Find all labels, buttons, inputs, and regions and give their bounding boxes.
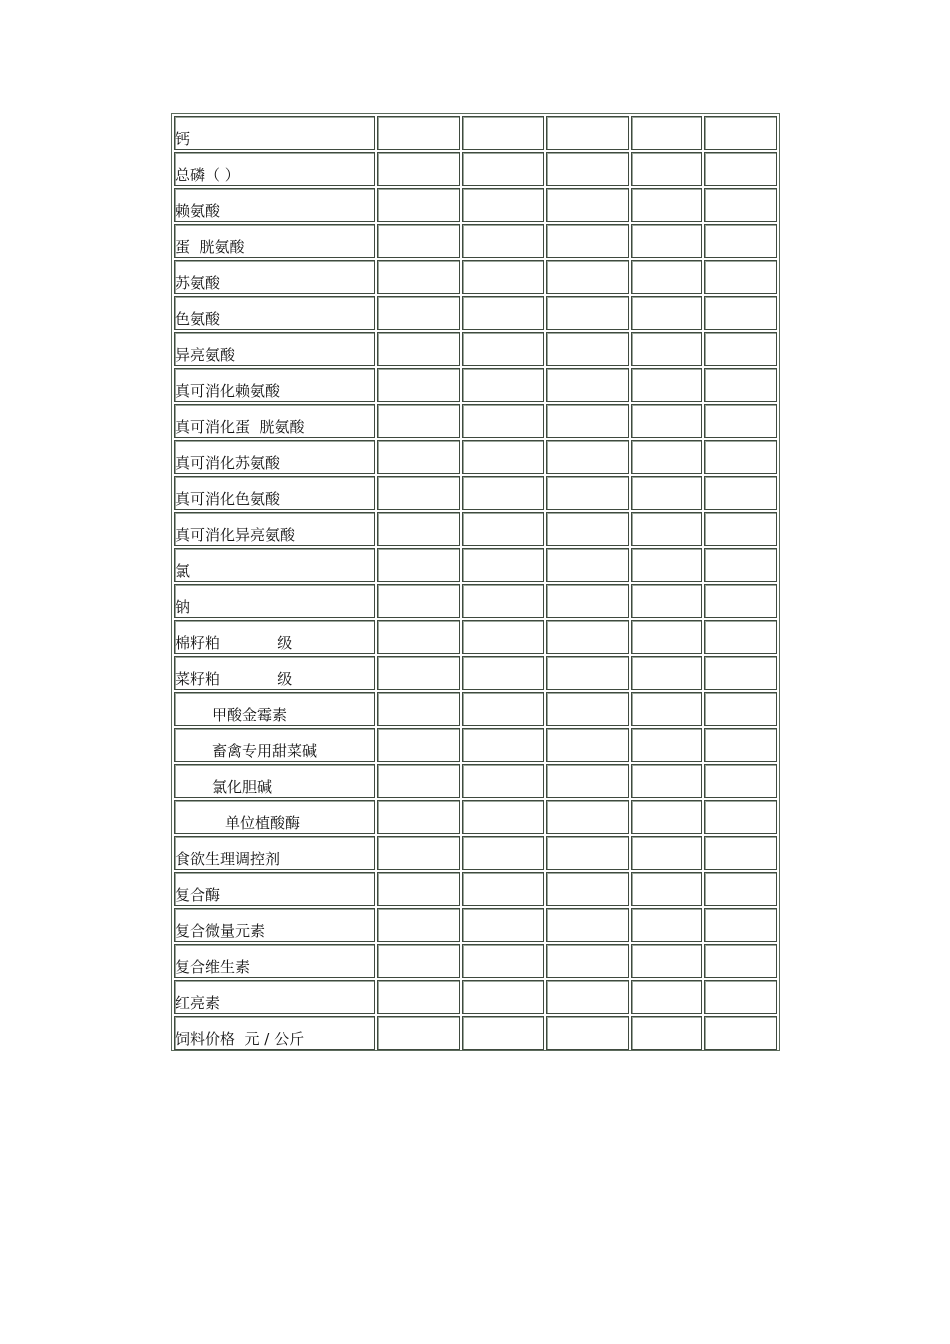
value-cell	[704, 260, 777, 294]
value-cell	[377, 980, 460, 1014]
value-cell	[546, 872, 629, 906]
value-cell	[546, 404, 629, 438]
value-cell	[546, 584, 629, 618]
row-label: 复合微量元素	[174, 908, 375, 942]
table-row	[174, 404, 777, 438]
value-cell	[377, 476, 460, 510]
value-cell	[631, 224, 702, 258]
value-cell	[704, 1016, 777, 1050]
value-cell	[631, 836, 702, 870]
value-cell	[704, 188, 777, 222]
row-label: 色氨酸	[174, 296, 375, 330]
row-label: 饲料价格 元 / 公斤	[174, 1016, 375, 1050]
table-row	[174, 872, 777, 906]
table-row	[174, 584, 777, 618]
value-cell	[631, 1016, 702, 1050]
table-row	[174, 620, 777, 654]
value-cell	[631, 368, 702, 402]
value-cell	[462, 656, 545, 690]
table-row	[174, 764, 777, 798]
value-cell	[704, 224, 777, 258]
value-cell	[377, 404, 460, 438]
table-row	[174, 296, 777, 330]
row-label: 真可消化异亮氨酸	[174, 512, 375, 546]
value-cell	[704, 476, 777, 510]
value-cell	[631, 944, 702, 978]
value-cell	[462, 584, 545, 618]
row-label: 钠	[174, 584, 375, 618]
value-cell	[546, 296, 629, 330]
value-cell	[704, 584, 777, 618]
value-cell	[631, 476, 702, 510]
value-cell	[704, 728, 777, 762]
row-label: 异亮氨酸	[174, 332, 375, 366]
value-cell	[546, 440, 629, 474]
value-cell	[377, 944, 460, 978]
value-cell	[631, 152, 702, 186]
value-cell	[546, 116, 629, 150]
table-row	[174, 548, 777, 582]
value-cell	[631, 440, 702, 474]
value-cell	[462, 836, 545, 870]
value-cell	[631, 692, 702, 726]
value-cell	[546, 764, 629, 798]
value-cell	[462, 296, 545, 330]
value-cell	[462, 764, 545, 798]
value-cell	[546, 728, 629, 762]
value-cell	[704, 800, 777, 834]
table-row	[174, 836, 777, 870]
row-label: 蛋 胱氨酸	[174, 224, 375, 258]
value-cell	[462, 800, 545, 834]
value-cell	[704, 836, 777, 870]
value-cell	[546, 836, 629, 870]
row-label: 真可消化赖氨酸	[174, 368, 375, 402]
row-label: 真可消化蛋 胱氨酸	[174, 404, 375, 438]
value-cell	[377, 368, 460, 402]
value-cell	[546, 980, 629, 1014]
table-row	[174, 224, 777, 258]
value-cell	[546, 224, 629, 258]
value-cell	[546, 800, 629, 834]
nutrient-table	[172, 114, 779, 1052]
value-cell	[704, 980, 777, 1014]
value-cell	[462, 404, 545, 438]
value-cell	[631, 116, 702, 150]
value-cell	[631, 296, 702, 330]
value-cell	[377, 656, 460, 690]
value-cell	[462, 980, 545, 1014]
value-cell	[704, 116, 777, 150]
value-cell	[462, 224, 545, 258]
value-cell	[546, 368, 629, 402]
value-cell	[377, 692, 460, 726]
value-cell	[462, 872, 545, 906]
value-cell	[704, 944, 777, 978]
value-cell	[631, 872, 702, 906]
value-cell	[546, 944, 629, 978]
value-cell	[546, 548, 629, 582]
value-cell	[631, 908, 702, 942]
row-label: 菜籽粕 级	[174, 656, 375, 690]
value-cell	[377, 296, 460, 330]
value-cell	[631, 260, 702, 294]
value-cell	[704, 692, 777, 726]
table-row	[174, 728, 777, 762]
table-row	[174, 692, 777, 726]
table-body	[174, 116, 777, 1050]
value-cell	[546, 152, 629, 186]
value-cell	[462, 368, 545, 402]
row-label: 红亮素	[174, 980, 375, 1014]
value-cell	[462, 332, 545, 366]
row-label: 真可消化色氨酸	[174, 476, 375, 510]
value-cell	[546, 476, 629, 510]
table-row	[174, 656, 777, 690]
value-cell	[546, 620, 629, 654]
row-label: 棉籽粕 级	[174, 620, 375, 654]
value-cell	[377, 260, 460, 294]
table-row	[174, 908, 777, 942]
value-cell	[377, 440, 460, 474]
nutrient-table-frame	[171, 113, 780, 1051]
table-row	[174, 188, 777, 222]
value-cell	[377, 800, 460, 834]
row-label: 真可消化苏氨酸	[174, 440, 375, 474]
table-row	[174, 800, 777, 834]
value-cell	[377, 908, 460, 942]
value-cell	[704, 440, 777, 474]
table-row	[174, 368, 777, 402]
row-label: 食欲生理调控剂	[174, 836, 375, 870]
row-label: 总磷（ ）	[174, 152, 375, 186]
row-label: 氯	[174, 548, 375, 582]
value-cell	[462, 620, 545, 654]
value-cell	[546, 188, 629, 222]
row-label: 畜禽专用甜菜碱	[174, 728, 375, 762]
value-cell	[704, 332, 777, 366]
value-cell	[546, 692, 629, 726]
value-cell	[631, 620, 702, 654]
value-cell	[377, 872, 460, 906]
value-cell	[462, 188, 545, 222]
row-label: 氯化胆碱	[174, 764, 375, 798]
value-cell	[462, 260, 545, 294]
value-cell	[462, 440, 545, 474]
value-cell	[462, 908, 545, 942]
value-cell	[631, 188, 702, 222]
value-cell	[462, 1016, 545, 1050]
value-cell	[377, 1016, 460, 1050]
row-label: 单位植酸酶	[174, 800, 375, 834]
value-cell	[546, 908, 629, 942]
value-cell	[704, 872, 777, 906]
value-cell	[704, 548, 777, 582]
value-cell	[462, 152, 545, 186]
value-cell	[631, 980, 702, 1014]
value-cell	[546, 512, 629, 546]
value-cell	[704, 512, 777, 546]
row-label: 甲酸金霉素	[174, 692, 375, 726]
row-label: 复合维生素	[174, 944, 375, 978]
value-cell	[704, 620, 777, 654]
value-cell	[631, 728, 702, 762]
value-cell	[546, 656, 629, 690]
value-cell	[704, 404, 777, 438]
table-row	[174, 1016, 777, 1050]
value-cell	[704, 152, 777, 186]
value-cell	[462, 476, 545, 510]
value-cell	[704, 764, 777, 798]
table-row	[174, 152, 777, 186]
value-cell	[546, 1016, 629, 1050]
value-cell	[546, 332, 629, 366]
value-cell	[631, 764, 702, 798]
table-row	[174, 980, 777, 1014]
value-cell	[546, 260, 629, 294]
table-row	[174, 260, 777, 294]
value-cell	[377, 332, 460, 366]
value-cell	[704, 656, 777, 690]
value-cell	[377, 584, 460, 618]
value-cell	[377, 728, 460, 762]
value-cell	[462, 692, 545, 726]
value-cell	[462, 512, 545, 546]
value-cell	[631, 800, 702, 834]
value-cell	[631, 332, 702, 366]
value-cell	[704, 908, 777, 942]
value-cell	[704, 368, 777, 402]
value-cell	[462, 944, 545, 978]
value-cell	[377, 512, 460, 546]
table-row	[174, 476, 777, 510]
value-cell	[631, 656, 702, 690]
table-row	[174, 116, 777, 150]
value-cell	[377, 836, 460, 870]
value-cell	[377, 620, 460, 654]
table-row	[174, 944, 777, 978]
table-row	[174, 512, 777, 546]
value-cell	[377, 548, 460, 582]
value-cell	[377, 764, 460, 798]
value-cell	[631, 584, 702, 618]
value-cell	[377, 188, 460, 222]
value-cell	[377, 224, 460, 258]
row-label: 复合酶	[174, 872, 375, 906]
value-cell	[631, 512, 702, 546]
table-row	[174, 332, 777, 366]
value-cell	[462, 548, 545, 582]
row-label: 钙	[174, 116, 375, 150]
row-label: 苏氨酸	[174, 260, 375, 294]
table-row	[174, 440, 777, 474]
value-cell	[462, 116, 545, 150]
value-cell	[462, 728, 545, 762]
value-cell	[631, 404, 702, 438]
value-cell	[377, 152, 460, 186]
row-label: 赖氨酸	[174, 188, 375, 222]
value-cell	[704, 296, 777, 330]
value-cell	[377, 116, 460, 150]
value-cell	[631, 548, 702, 582]
